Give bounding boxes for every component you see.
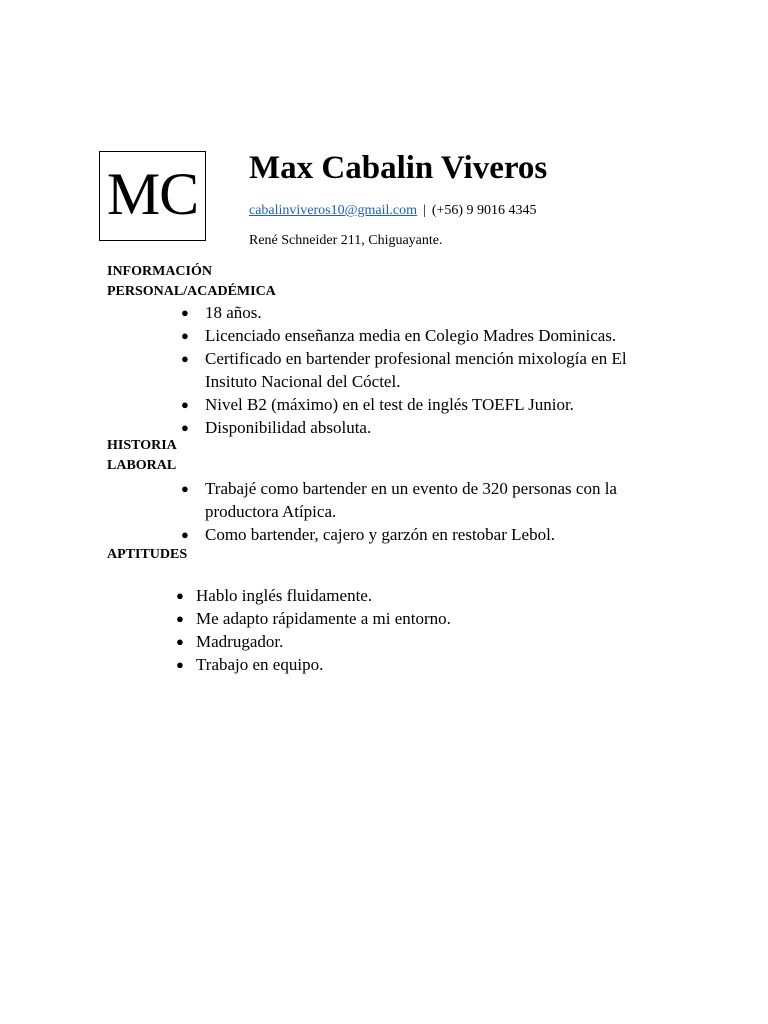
skills-list [176, 584, 636, 676]
list-item-text: 18 años. [205, 303, 262, 322]
candidate-name: Max Cabalin Viveros [249, 150, 548, 186]
section-heading-personal [107, 262, 276, 302]
contact-separator: | [423, 203, 426, 218]
section-heading-skills [107, 545, 187, 565]
work-list [181, 477, 645, 546]
list-item-text: Como bartender, cajero y garzón en restobar Lebol. [205, 525, 556, 544]
bullet-icon: ● [181, 305, 189, 320]
heading-line: PERSONAL/ACADÉMICA [107, 284, 276, 299]
list-item-text: Me adapto rápidamente a mi entorno. [196, 609, 451, 628]
bullet-icon: ● [181, 481, 189, 496]
list-item-text: Licenciado enseñanza media en Colegio Madres Dominicas. [205, 326, 617, 345]
heading-line: HISTORIA [107, 438, 177, 453]
list-item-text: Trabajo en equipo. [196, 655, 324, 674]
list-item [181, 477, 645, 523]
heading-line: LABORAL [107, 458, 177, 473]
list-item [176, 653, 636, 676]
list-item [181, 393, 645, 416]
list-item-text: Trabajé como bartender en un evento de 320 personas con la productora Atípica. [205, 479, 617, 521]
bullet-icon: ● [181, 420, 189, 435]
list-item [181, 523, 645, 546]
list-item [181, 347, 645, 393]
phone-number: (+56) 9 9016 4345 [431, 203, 537, 218]
list-item [181, 324, 645, 347]
bullet-icon: ● [181, 397, 189, 412]
list-item [181, 301, 645, 324]
personal-list [181, 301, 645, 439]
list-item [181, 416, 645, 439]
heading-line: APTITUDES [107, 547, 188, 562]
monogram-logo: MC [99, 151, 206, 241]
list-item-text: Disponibilidad absoluta. [205, 418, 372, 437]
section-heading-work [107, 436, 177, 476]
bullet-icon: ● [176, 611, 184, 626]
contact-line [249, 203, 537, 219]
bullet-icon: ● [181, 328, 189, 343]
heading-line: INFORMACIÓN [107, 264, 212, 279]
address: René Schneider 211, Chiguayante. [249, 233, 443, 248]
bullet-icon: ● [181, 351, 189, 366]
list-item [176, 607, 636, 630]
bullet-icon: ● [176, 657, 184, 672]
list-item [176, 584, 636, 607]
email-link[interactable]: cabalinviveros10@gmail.com [249, 203, 418, 218]
list-item-text: Madrugador. [196, 632, 284, 651]
list-item [176, 630, 636, 653]
bullet-icon: ● [176, 588, 184, 603]
list-item-text: Nivel B2 (máximo) en el test de inglés TOEFL Junior. [205, 395, 574, 414]
bullet-icon: ● [181, 527, 189, 542]
list-item-text: Certificado en bartender profesional mención mixología en El Insituto Nacional del Cóctel. [205, 349, 627, 391]
list-item-text: Hablo inglés fluidamente. [196, 586, 373, 605]
bullet-icon: ● [176, 634, 184, 649]
